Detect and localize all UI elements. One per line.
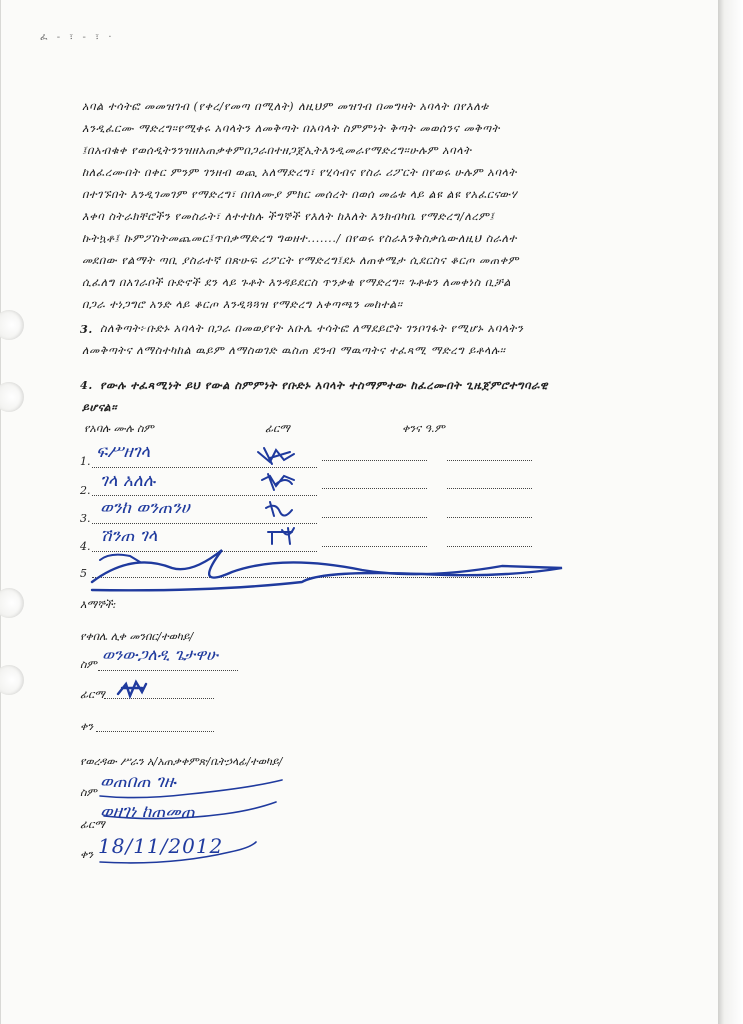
woreda-name-label: ስም bbox=[80, 786, 97, 799]
item-line: የውሉ ተፈጻሚነት ይህ የውል ስምምነት የቡድኑ አባላት ተስማምተው ከፈረሙበት ጊዜጀምሮተግባራዊ bbox=[100, 378, 549, 392]
member-name: ፍሥዘገላ bbox=[96, 442, 151, 462]
header-signature: ፊርማ bbox=[265, 422, 290, 435]
header-date: ቀንና ዓ.ም bbox=[402, 422, 445, 435]
member-number: 4. bbox=[80, 540, 91, 553]
item-line: ይሆናል። bbox=[82, 400, 118, 414]
woreda-signature-value: ወዘገነ ከጠመጠ bbox=[100, 802, 195, 822]
paragraph-line: በተገኙበት እንዲገመገም የማድረግ፣ በበለሙያ ምክር መሰረት በወሰ መሬቱ ላይ ልዩ ልዩ የአፈርናውሃ bbox=[82, 188, 518, 201]
member-name: ሽንጠ ገላ bbox=[100, 526, 158, 546]
paragraph-line: ሲፈለግ በአገራቦች ቡድኖች ደን ላይ ጉቶት እንዳይደርስ ጥንቃቄ የማድረግ። ጉቶቱን ለመቀነስ ቢቻል bbox=[82, 276, 512, 289]
member-number: 2. bbox=[80, 484, 91, 497]
item-number: 4. bbox=[80, 378, 93, 392]
paragraph-line: ከለፈረሙበት በቀር ምንም ገንዘብ ወጪ አለማድረግ፣ የሂሳብና የስራ ሪፖርት በየወሩ ሁሉም አባላት bbox=[82, 166, 517, 179]
paragraph-line: በጋራ ተነጋግሮ አንድ ላይ ቆርጦ እንዲጓጓዝ የማድረግ አቀጣጫን መከተል። bbox=[82, 298, 403, 311]
member-name: ገላ አለሉ bbox=[100, 471, 156, 491]
member-name: ወንከ ወንጠንሀ bbox=[100, 498, 190, 518]
member-number: 5 bbox=[80, 567, 87, 580]
paragraph-line: አባል ተሳትፎ መመዝገብ (የቀረ/የመጣ በሚለት) ለዚህም መዝገብ በመግዛት አባላት በየእለቱ bbox=[82, 100, 489, 113]
item-number: 3. bbox=[80, 322, 93, 336]
kebele-date-label: ቀን bbox=[80, 720, 94, 733]
paragraph-line: እቀባ ስትራክቸሮችን የመስራት፣ ለተተከሉ ችግኞች የእለት ከእለት እንክብካቤ የማድረግ/ለረም፤ bbox=[82, 210, 495, 223]
page-edge-shadow bbox=[718, 0, 743, 1024]
kebele-chair-label: የቀበሌ ሊቀ መንበር/ተወካይ/ bbox=[80, 630, 194, 643]
paragraph-line: መደበው የልማት ጣቢ ያስራተኛ በጽሁፍ ሪፖርት የማድረግ፤ደኑ ለጠቀሜታ ሲደርስና ቆርጦ መጠቀም bbox=[82, 254, 519, 267]
paragraph-line: ኩትኳቶ፤ ኩምፖስትመጨመር፤ጥበቃማድረግ ግወዘተ......./ በየወሩ የስራእንቅስቃሴውለዚህ ስራለተ bbox=[82, 232, 517, 245]
header-member-name: የአባሉ ሙሉ ስም bbox=[84, 422, 154, 435]
member-number: 1. bbox=[80, 455, 91, 468]
item-line: ለመቅጣትና ለማስተካከል ዉይም ለማስወገድ ዉስጠ ደንብ ማዉጣትና ተፈጻሚ ማድረግ ይቶላሉ። bbox=[82, 344, 506, 357]
kebele-name-label: ስም bbox=[80, 658, 97, 671]
woreda-officer-label: የወረዳው ሥራን አ/አጠቃቀምጽ/ቤትኃላፊ/ተወካይ/ bbox=[80, 755, 283, 768]
corner-mark: ፈ - ፣ - ፣ · bbox=[40, 32, 115, 43]
item-line: ስለቅጣት፦ቡድኑ አባላት በጋራ በመወያየት አቡሌ ተሳትፎ ለማደይሮት ገንቦገፋት የሚሆኑ አባላትን bbox=[100, 322, 524, 335]
kebele-name-value: ወንውጋለዲ ጌታዋሁ bbox=[102, 645, 218, 664]
member-number: 3. bbox=[80, 512, 91, 525]
woreda-signature-label: ፊርማ bbox=[80, 818, 105, 831]
witnesses-label: እማኞች: bbox=[80, 598, 117, 611]
kebele-signature-label: ፊርማ bbox=[80, 688, 105, 701]
woreda-date-value: 18/11/2012 bbox=[98, 834, 224, 858]
woreda-date-label: ቀን bbox=[80, 848, 94, 861]
woreda-name-value: ወጠበጠ ገዙ bbox=[100, 772, 176, 792]
paragraph-line: ፤በአብቁቀ የወሰዲትንንዝዘአጠቃቀምበጋራበተዘጋጀኢትእንዲመራየማድረግ።ሁሉም አባላት bbox=[82, 144, 472, 157]
paragraph-line: እንዲፈርሙ ማድረግ።የሚቀሩ አባላትን ለመቅጣት በአባላት ስምምነት ቅጣት መወሰንና መቅጣት bbox=[82, 122, 500, 135]
